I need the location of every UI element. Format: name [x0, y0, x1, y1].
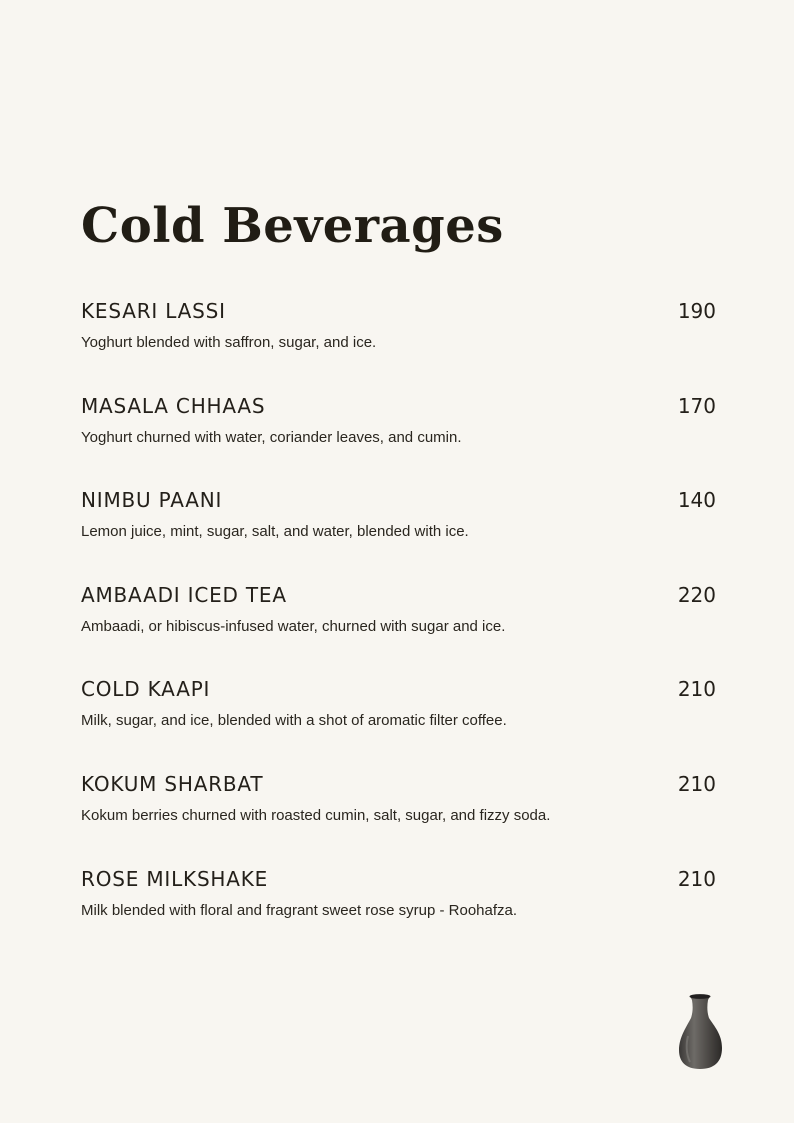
item-name: COLD KAAPI — [81, 677, 211, 702]
item-description: Yoghurt blended with saffron, sugar, and ice. — [81, 334, 377, 351]
item-description: Milk blended with floral and fragrant sweet rose syrup - Roohafza. — [81, 901, 518, 919]
item-description: Yoghurt churned with water, coriander leaves, and cumin. — [81, 428, 462, 446]
menu-list — [81, 297, 716, 959]
menu-item — [81, 486, 716, 581]
menu-item-header — [81, 770, 716, 798]
item-price: 210 — [677, 677, 716, 702]
menu-item-header — [81, 581, 716, 609]
item-name: MASALA CHHAAS — [81, 393, 266, 418]
item-description: Ambaadi, or hibiscus-infused water, churned with sugar and ice. — [81, 617, 506, 635]
menu-item-header — [81, 392, 716, 420]
item-price: 170 — [677, 393, 716, 418]
item-description: Lemon juice, mint, sugar, salt, and water, blended with ice. — [81, 523, 469, 541]
item-name: ROSE MILKSHAKE — [81, 866, 269, 891]
menu-item — [81, 865, 716, 960]
item-name: KOKUM SHARBAT — [81, 771, 264, 796]
menu-item — [81, 297, 716, 392]
item-description: Kokum berries churned with roasted cumin, salt, sugar, and fizzy soda. — [81, 806, 551, 824]
item-price: 190 — [677, 299, 716, 323]
menu-item — [81, 770, 716, 865]
item-name: AMBAADI ICED TEA — [81, 582, 287, 607]
menu-item — [81, 392, 716, 487]
menu-item — [81, 675, 716, 770]
menu-item-header — [81, 865, 716, 893]
page-title: Cold Beverages — [81, 198, 504, 254]
item-price: 210 — [677, 771, 716, 796]
menu-item — [81, 581, 716, 676]
item-price: 210 — [677, 866, 716, 891]
item-price: 140 — [677, 488, 716, 513]
item-price: 220 — [677, 582, 716, 607]
menu-item-header — [81, 486, 716, 514]
item-name: NIMBU PAANI — [81, 488, 223, 513]
menu-item-header — [81, 675, 716, 703]
menu-item-header — [81, 297, 716, 325]
item-description: Milk, sugar, and ice, blended with a shot of aromatic filter coffee. — [81, 712, 507, 730]
item-name: KESARI LASSI — [81, 299, 226, 323]
clay-vase-icon — [674, 992, 726, 1072]
